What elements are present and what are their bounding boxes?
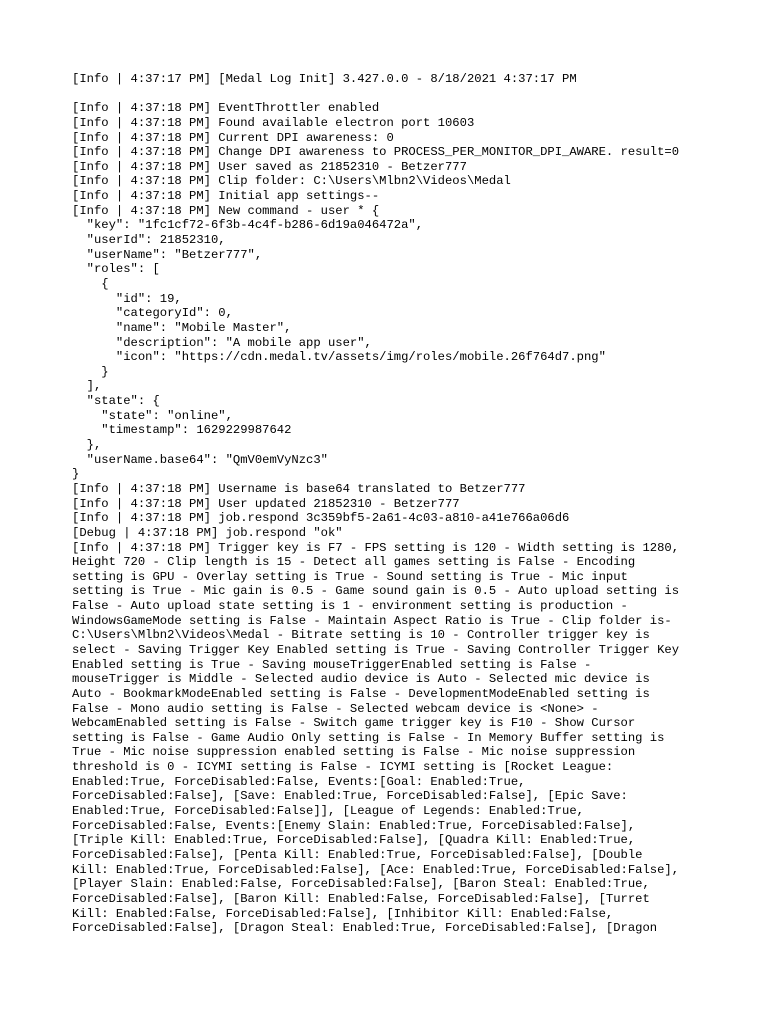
- log-line: [Info | 4:37:18 PM] Clip folder: C:\Users\Mlbn2\Videos\Medal: [72, 174, 511, 189]
- log-line: [Info | 4:37:18 PM] User updated 21852310 - Betzer777: [72, 496, 460, 511]
- log-text: [72, 72, 712, 936]
- log-line: "userName": "Betzer777",: [72, 247, 263, 262]
- log-line: mouseTrigger is Middle - Selected audio device is Auto - Selected mic device is: [72, 672, 650, 687]
- log-line: Enabled:True, ForceDisabled:False]], [League of Legends: Enabled:True,: [72, 804, 584, 819]
- log-line: ],: [72, 379, 102, 394]
- log-line: },: [72, 438, 102, 453]
- log-line: ForceDisabled:False], [Penta Kill: Enabled:True, ForceDisabled:False], [Double: [72, 847, 643, 862]
- log-line: WebcamEnabled setting is False - Switch game trigger key is F10 - Show Cursor: [72, 716, 636, 731]
- log-line: [Debug | 4:37:18 PM] job.respond "ok": [72, 525, 343, 540]
- log-line: "state": {: [72, 394, 160, 409]
- log-line: Height 720 - Clip length is 15 - Detect all games setting is False - Encoding: [72, 555, 636, 570]
- log-line: [Info | 4:37:18 PM] EventThrottler enabled: [72, 101, 380, 116]
- log-line: [Info | 4:37:18 PM] Username is base64 translated to Betzer777: [72, 481, 526, 496]
- log-line: [Info | 4:37:18 PM] Initial app settings--: [72, 189, 380, 204]
- log-line: [Info | 4:37:17 PM] [Medal Log Init] 3.427.0.0 - 8/18/2021 4:37:17 PM: [72, 72, 577, 86]
- log-line: [Info | 4:37:18 PM] Current DPI awareness: 0: [72, 130, 394, 145]
- log-line: [Info | 4:37:18 PM] Change DPI awareness to PROCESS_PER_MONITOR_DPI_AWARE. result=0: [72, 145, 680, 160]
- log-line: threshold is 0 - ICYMI setting is False - ICYMI setting is [Rocket League:: [72, 760, 614, 775]
- log-line: "name": "Mobile Master",: [72, 320, 292, 335]
- blank-line: [72, 87, 712, 102]
- log-line: "timestamp": 1629229987642: [72, 423, 292, 438]
- log-line: "description": "A mobile app user",: [72, 335, 372, 350]
- log-line: [Triple Kill: Enabled:True, ForceDisabled:False], [Quadra Kill: Enabled:True,: [72, 833, 636, 848]
- log-line: "icon": "https://cdn.medal.tv/assets/img/roles/mobile.26f764d7.png": [72, 350, 606, 365]
- log-line: C:\Users\Mlbn2\Videos\Medal - Bitrate setting is 10 - Controller trigger key is: [72, 628, 650, 643]
- log-line: [Info | 4:37:18 PM] New command - user * {: [72, 203, 380, 218]
- log-line: "categoryId": 0,: [72, 306, 233, 321]
- log-line: Enabled:True, ForceDisabled:False, Events:[Goal: Enabled:True,: [72, 774, 526, 789]
- log-line: ForceDisabled:False], [Dragon Steal: Enabled:True, ForceDisabled:False], [Dragon: [72, 921, 658, 936]
- log-line: "id": 19,: [72, 291, 182, 306]
- log-line: }: [72, 467, 80, 482]
- log-line: Kill: Enabled:False, ForceDisabled:False], [Inhibitor Kill: Enabled:False,: [72, 906, 614, 921]
- log-line: [Info | 4:37:18 PM] User saved as 21852310 - Betzer777: [72, 159, 467, 174]
- log-line: ForceDisabled:False], [Save: Enabled:True, ForceDisabled:False], [Epic Save:: [72, 789, 628, 804]
- log-line: [Info | 4:37:18 PM] job.respond 3c359bf5-2a61-4c03-a810-a41e766a06d6: [72, 511, 570, 526]
- log-line: "key": "1fc1cf72-6f3b-4c4f-b286-6d19a046472a",: [72, 218, 424, 233]
- log-line: Enabled setting is True - Saving mouseTriggerEnabled setting is False -: [72, 657, 592, 672]
- log-line: ForceDisabled:False], [Baron Kill: Enabled:False, ForceDisabled:False], [Turret: [72, 891, 650, 906]
- log-line: False - Mono audio setting is False - Selected webcam device is <None> -: [72, 701, 599, 716]
- log-line: Auto - BookmarkModeEnabled setting is False - DevelopmentModeEnabled setting is: [72, 686, 650, 701]
- log-line: "userName.base64": "QmV0emVyNzc3": [72, 452, 328, 467]
- log-line: True - Mic noise suppression enabled setting is False - Mic noise suppression: [72, 745, 636, 760]
- log-line: WindowsGameMode setting is False - Maintain Aspect Ratio is True - Clip folder is-: [72, 613, 672, 628]
- log-line: setting is False - Game Audio Only setting is False - In Memory Buffer setting is: [72, 730, 665, 745]
- log-line: }: [72, 364, 109, 379]
- log-line: select - Saving Trigger Key Enabled setting is True - Saving Controller Trigger Key: [72, 642, 680, 657]
- log-line: "roles": [: [72, 262, 160, 277]
- log-line: "state": "online",: [72, 408, 233, 423]
- log-line: {: [72, 276, 109, 291]
- log-line: setting is True - Mic gain is 0.5 - Game sound gain is 0.5 - Auto upload setting is: [72, 584, 680, 599]
- log-line: [Player Slain: Enabled:False, ForceDisabled:False], [Baron Steal: Enabled:True,: [72, 877, 650, 892]
- log-line: [Info | 4:37:18 PM] Trigger key is F7 - FPS setting is 120 - Width setting is 1280,: [72, 540, 680, 555]
- log-line: setting is GPU - Overlay setting is True - Sound setting is True - Mic input: [72, 569, 628, 584]
- log-line: Kill: Enabled:True, ForceDisabled:False], [Ace: Enabled:True, ForceDisabled:False],: [72, 862, 680, 877]
- log-line: ForceDisabled:False, Events:[Enemy Slain: Enabled:True, ForceDisabled:False],: [72, 818, 636, 833]
- log-line: [Info | 4:37:18 PM] Found available electron port 10603: [72, 115, 475, 130]
- log-line: "userId": 21852310,: [72, 233, 226, 248]
- log-line: False - Auto upload state setting is 1 - environment setting is production -: [72, 599, 628, 614]
